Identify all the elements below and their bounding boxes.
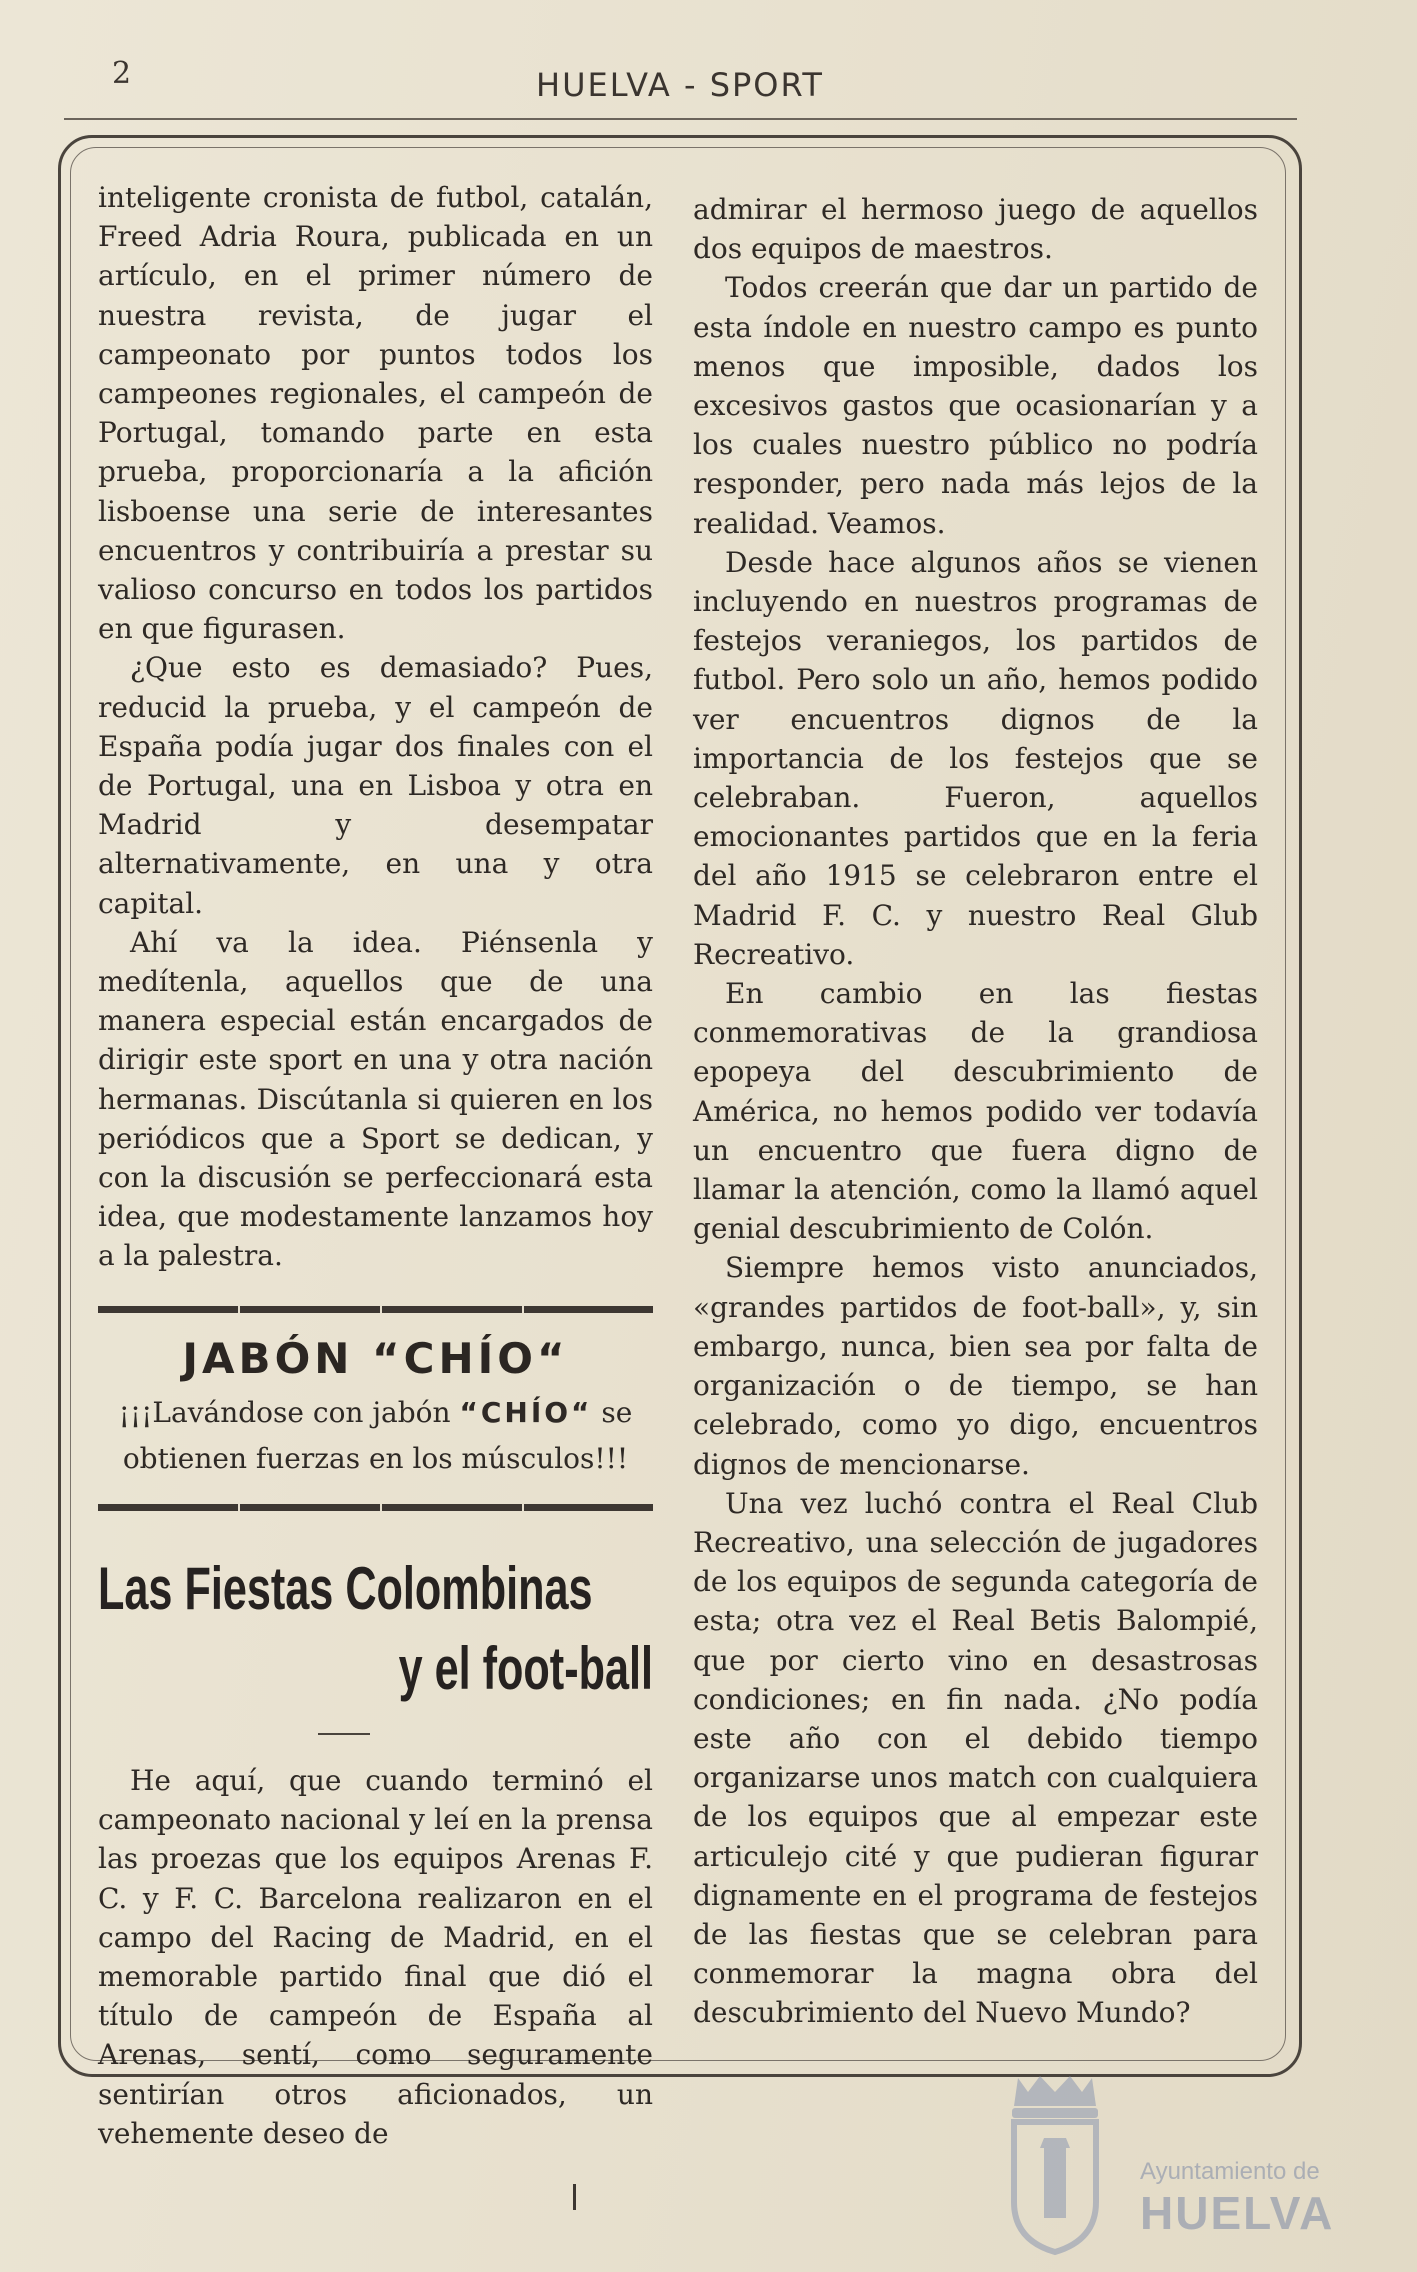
right-column xyxy=(693,190,1258,2033)
article-title: Las Fiestas Colombinas xyxy=(98,1554,593,1622)
running-head: HUELVA - SPORT xyxy=(536,66,824,104)
left-paragraph-3: Ahí va la idea. Piénsenla y medítenla, aquellos que de una manera especial están encargados de dirigir este sport en una y otra nación hermanas. Discútanla si quieren en los periódicos que a Sport se dedican, y con la discusión se perfeccionará esta idea, que modestamente lanzamos hoy a la palestra. xyxy=(98,925,653,1273)
left-paragraph-1: inteligente cronista de futbol, catalán, Freed Adria Roura, publicada en un artículo, en el primer número de nuestra revista, de jugar el campeonato por puntos todos los campeones regionales, el campeón de Portugal, tomando parte en esta prueba, proporcionaría a la afición lisboense una serie de interesantes encuentros y contribuiría a prestar su valioso concurso en todos los partidos en que figurasen. xyxy=(98,181,653,646)
ad-text-end: se obtienen fuerzas en los músculos!!! xyxy=(122,1395,633,1475)
watermark-line-2: HUELVA xyxy=(1140,2187,1335,2239)
header-rule xyxy=(64,118,1297,120)
ad-brand: “CHÍO“ xyxy=(459,1395,593,1429)
title-dash xyxy=(318,1733,370,1735)
ad-text xyxy=(98,1390,653,1482)
left-column xyxy=(98,178,653,2153)
watermark-line-1: Ayuntamiento de xyxy=(1140,2158,1320,2185)
print-mark xyxy=(573,2184,576,2210)
right-paragraph-5: Siempre hemos visto anunciados, «grandes partidos de foot-ball», y, sin embargo, nunca, bien sea por falta de organización o de tiempo, se han celebrado, como yo digo, encuentros dignos de mencionarse. xyxy=(693,1251,1258,1481)
right-paragraph-6: Una vez luchó contra el Real Club Recreativo, una selección de jugadores de los equipos de segunda categoría de esta; otra vez el Real Betis Balompié, que por cierto vino en desastrosas condiciones; en fin nada. ¿No podía este año con el debido tiempo organizarse unos match con cualquiera de los equipos que al empezar este articulejo cité y que pudieran figurar dignamente en el programa de festejos de las fiestas que se celebran para conmemorar la magna obra del descubrimiento del Nuevo Mundo? xyxy=(693,1486,1258,2030)
soap-advertisement xyxy=(98,1333,653,1482)
section-divider xyxy=(98,1504,653,1511)
right-paragraph-2: Todos creerán que dar un partido de esta índole en nuestro campo es punto menos que imposible, dados los excesivos gastos que ocasionarían y a los cuales nuestro público no podría responder, pero nada más lejos de la realidad. Veamos. xyxy=(693,271,1258,540)
page-number: 2 xyxy=(112,56,132,91)
section-divider xyxy=(98,1306,653,1313)
huelva-coat-of-arms-icon xyxy=(1000,2070,1110,2256)
archive-watermark xyxy=(1000,2070,1350,2260)
article-body: He aquí, que cuando terminó el campeonato nacional y leí en la prensa las proezas que los equipos Arenas F. C. y F. C. Barcelona realizaron en el campo del Racing de Madrid, en el memorable partido final que dió el título de campeón de España al Arenas, sentí, como seguramente sentirían otros aficionados, un vehemente deseo de xyxy=(98,1763,653,2150)
right-paragraph-3: Desde hace algunos años se vienen incluyendo en nuestros programas de festejos veraniegos, los partidos de futbol. Pero solo un año, hemos podido ver encuentros dignos de la importancia de los festejos que se celebraban. Fueron, aquellos emocionantes partidos que en la feria del año 1915 se celebraron entre el Madrid F. C. y nuestro Real Glub Recreativo. xyxy=(693,545,1258,971)
right-paragraph-1: admirar el hermoso juego de aquellos dos equipos de maestros. xyxy=(693,193,1258,266)
left-paragraph-2: ¿Que esto es demasiado? Pues, reducid la prueba, y el campeón de España podía jugar dos finales con el de Portugal, una en Lisboa y otra en Madrid y desempatar alternativamente, en una y otra capital. xyxy=(98,651,653,920)
article-subtitle: y el foot-ball xyxy=(398,1634,653,1702)
right-paragraph-4: En cambio en las fiestas conmemorativas de la grandiosa epopeya del descubrimiento de América, no hemos podido ver todavía un encuentro que fuera digno de llamar la atención, como la llamó aquel genial descubrimiento de Colón. xyxy=(693,977,1258,1246)
ad-text-start: ¡¡¡Lavándose con jabón xyxy=(118,1395,460,1429)
ad-title: JABÓN “CHÍO“ xyxy=(182,1333,569,1383)
